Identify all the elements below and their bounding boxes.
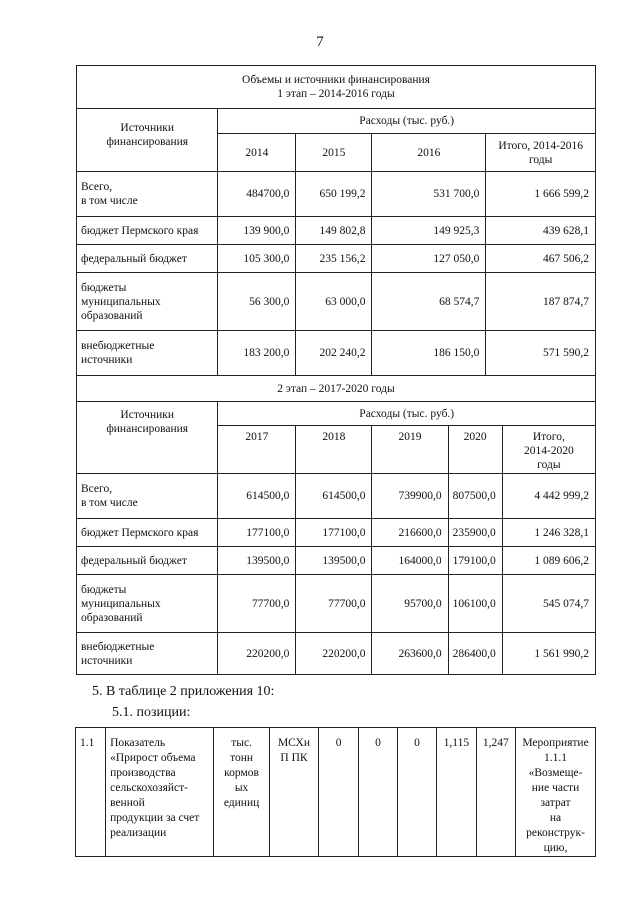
indicator-cell: Показатель «Прирост объема производства сельскохозяйст- венной продукции за счет реализации — [106, 728, 214, 857]
sources-header: Источники финансирования — [77, 402, 218, 474]
value-cell: 614500,0 — [218, 474, 296, 519]
total-cell: 439 628,1 — [486, 217, 596, 245]
table-title-line: Объемы и источники финансирования — [242, 74, 430, 86]
row-label: внебюджетные источники — [77, 331, 218, 376]
value-cell: 177100,0 — [218, 519, 296, 547]
row-label: Всего, в том числе — [77, 474, 218, 519]
value-cell: 1,115 — [437, 728, 476, 857]
value-cell: 531 700,0 — [372, 172, 486, 217]
value-cell: 235 156,2 — [296, 245, 372, 273]
total-header: Итого, 2014-2016 годы — [486, 134, 596, 172]
row-label: бюджет Пермского края — [77, 519, 218, 547]
value-cell: 186 150,0 — [372, 331, 486, 376]
value-cell: 220200,0 — [218, 633, 296, 675]
executor-cell: МСХи П ПК — [270, 728, 319, 857]
expenses-header: Расходы (тыс. руб.) — [218, 402, 596, 426]
value-cell: 95700,0 — [372, 575, 448, 633]
total-cell: 187 874,7 — [486, 273, 596, 331]
total-cell: 571 590,2 — [486, 331, 596, 376]
year-header: 2015 — [296, 134, 372, 172]
year-header: 2020 — [448, 426, 502, 474]
measure-cell: Мероприятие 1.1.1 «Возмеще- ние части затрат на реконструк- цию, — [516, 728, 596, 857]
value-cell: 0 — [359, 728, 397, 857]
value-cell: 164000,0 — [372, 547, 448, 575]
value-cell: 139500,0 — [218, 547, 296, 575]
finance-table — [76, 65, 596, 675]
value-cell: 650 199,2 — [296, 172, 372, 217]
total-cell: 1 666 599,2 — [486, 172, 596, 217]
value-cell: 216600,0 — [372, 519, 448, 547]
value-cell: 63 000,0 — [296, 273, 372, 331]
value-cell: 139500,0 — [296, 547, 372, 575]
value-cell: 807500,0 — [448, 474, 502, 519]
value-cell: 149 802,8 — [296, 217, 372, 245]
expenses-header: Расходы (тыс. руб.) — [218, 109, 596, 134]
row-label: бюджеты муниципальных образований — [77, 575, 218, 633]
unit-cell: тыс. тонн кормов ых единиц — [214, 728, 270, 857]
value-cell: 286400,0 — [448, 633, 502, 675]
row-label: бюджет Пермского края — [77, 217, 218, 245]
value-cell: 179100,0 — [448, 547, 502, 575]
total-cell: 1 089 606,2 — [502, 547, 595, 575]
position-number: 1.1 — [76, 728, 106, 857]
stage1-title: 1 этап – 2014-2016 годы — [277, 88, 395, 100]
year-header: 2016 — [372, 134, 486, 172]
row-label: Всего, в том числе — [77, 172, 218, 217]
total-header: Итого, 2014-2020 годы — [502, 426, 595, 474]
value-cell: 139 900,0 — [218, 217, 296, 245]
paragraph-5: 5. В таблице 2 приложения 10: — [92, 684, 275, 699]
value-cell: 106100,0 — [448, 575, 502, 633]
value-cell: 614500,0 — [296, 474, 372, 519]
value-cell: 77700,0 — [218, 575, 296, 633]
value-cell: 149 925,3 — [372, 217, 486, 245]
row-label: внебюджетные источники — [77, 633, 218, 675]
year-header: 2019 — [372, 426, 448, 474]
value-cell: 56 300,0 — [218, 273, 296, 331]
value-cell: 77700,0 — [296, 575, 372, 633]
year-header: 2017 — [218, 426, 296, 474]
year-header: 2018 — [296, 426, 372, 474]
value-cell: 105 300,0 — [218, 245, 296, 273]
total-cell: 545 074,7 — [502, 575, 595, 633]
total-cell: 1 246 328,1 — [502, 519, 595, 547]
stage2-title: 2 этап – 2017-2020 годы — [77, 376, 596, 402]
total-cell: 1 561 990,2 — [502, 633, 595, 675]
year-header: 2014 — [218, 134, 296, 172]
value-cell: 68 574,7 — [372, 273, 486, 331]
row-label: федеральный бюджет — [77, 547, 218, 575]
row-label: бюджеты муниципальных образований — [77, 273, 218, 331]
position-table — [75, 727, 596, 857]
value-cell: 127 050,0 — [372, 245, 486, 273]
value-cell: 235900,0 — [448, 519, 502, 547]
value-cell: 177100,0 — [296, 519, 372, 547]
table-title — [77, 66, 596, 109]
value-cell: 0 — [318, 728, 358, 857]
value-cell: 263600,0 — [372, 633, 448, 675]
page-number: 7 — [316, 34, 324, 50]
value-cell: 0 — [397, 728, 436, 857]
sources-header: Источники финансирования — [77, 109, 218, 172]
value-cell: 1,247 — [476, 728, 515, 857]
value-cell: 739900,0 — [372, 474, 448, 519]
row-label: федеральный бюджет — [77, 245, 218, 273]
value-cell: 220200,0 — [296, 633, 372, 675]
value-cell: 202 240,2 — [296, 331, 372, 376]
total-cell: 467 506,2 — [486, 245, 596, 273]
total-cell: 4 442 999,2 — [502, 474, 595, 519]
value-cell: 183 200,0 — [218, 331, 296, 376]
paragraph-5-1: 5.1. позиции: — [112, 705, 191, 720]
value-cell: 484700,0 — [218, 172, 296, 217]
